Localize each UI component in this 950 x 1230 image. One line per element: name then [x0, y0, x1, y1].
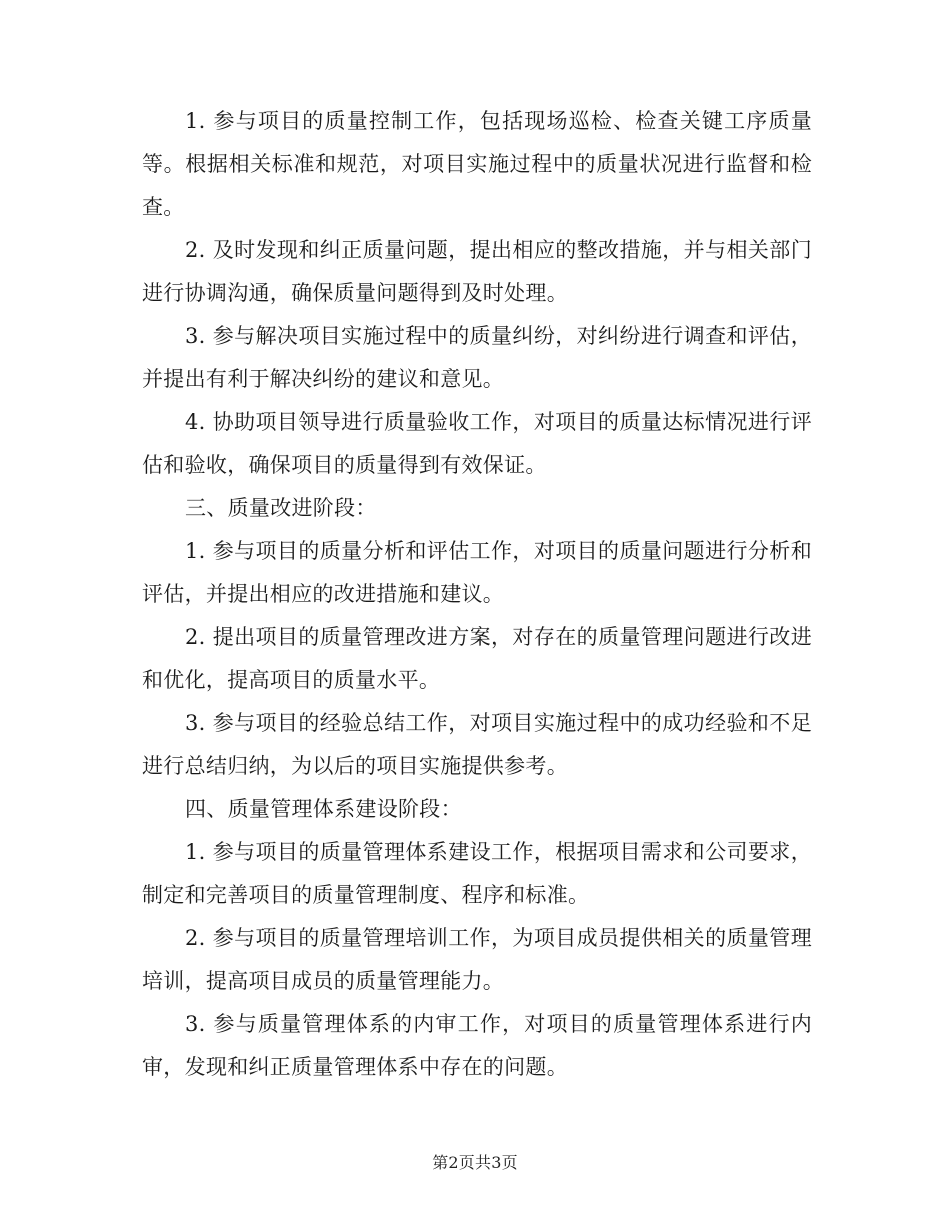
- paragraph-qc-1: 1. 参与项目的质量控制工作，包括现场巡检、检查关键工序质量等。根据相关标准和规范，对项目实施过程中的质量状况进行监督和检查。: [142, 109, 812, 219]
- paragraph-improvement-1: 1. 参与项目的质量分析和评估工作，对项目的质量问题进行分析和评估，并提出相应的改进措施和建议。: [142, 539, 812, 606]
- paragraph-improvement-2: 2. 提出项目的质量管理改进方案，对存在的质量管理问题进行改进和优化，提高项目的质量水平。: [142, 625, 812, 692]
- section-heading-improvement: 三、质量改进阶段：: [185, 496, 377, 520]
- paragraph-qc-2: 2. 及时发现和纠正质量问题，提出相应的整改措施，并与相关部门进行协调沟通，确保质量问题得到及时处理。: [142, 238, 812, 305]
- document-body: [142, 100, 812, 1089]
- page-number-footer: 第2页共3页: [432, 1153, 518, 1172]
- section-heading-system: 四、质量管理体系建设阶段：: [185, 797, 462, 821]
- paragraph-system-3: 3. 参与质量管理体系的内审工作，对项目的质量管理体系进行内审，发现和纠正质量管理体系中存在的问题。: [142, 1012, 812, 1079]
- paragraph-system-2: 2. 参与项目的质量管理培训工作，为项目成员提供相关的质量管理培训，提高项目成员的质量管理能力。: [142, 926, 812, 993]
- paragraph-qc-3: 3. 参与解决项目实施过程中的质量纠纷，对纠纷进行调查和评估，并提出有利于解决纠纷的建议和意见。: [142, 324, 812, 391]
- paragraph-system-1: 1. 参与项目的质量管理体系建设工作，根据项目需求和公司要求，制定和完善项目的质量管理制度、程序和标准。: [142, 840, 812, 907]
- paragraph-improvement-3: 3. 参与项目的经验总结工作，对项目实施过程中的成功经验和不足进行总结归纳，为以后的项目实施提供参考。: [142, 711, 812, 778]
- paragraph-qc-4: 4. 协助项目领导进行质量验收工作，对项目的质量达标情况进行评估和验收，确保项目的质量得到有效保证。: [142, 410, 812, 477]
